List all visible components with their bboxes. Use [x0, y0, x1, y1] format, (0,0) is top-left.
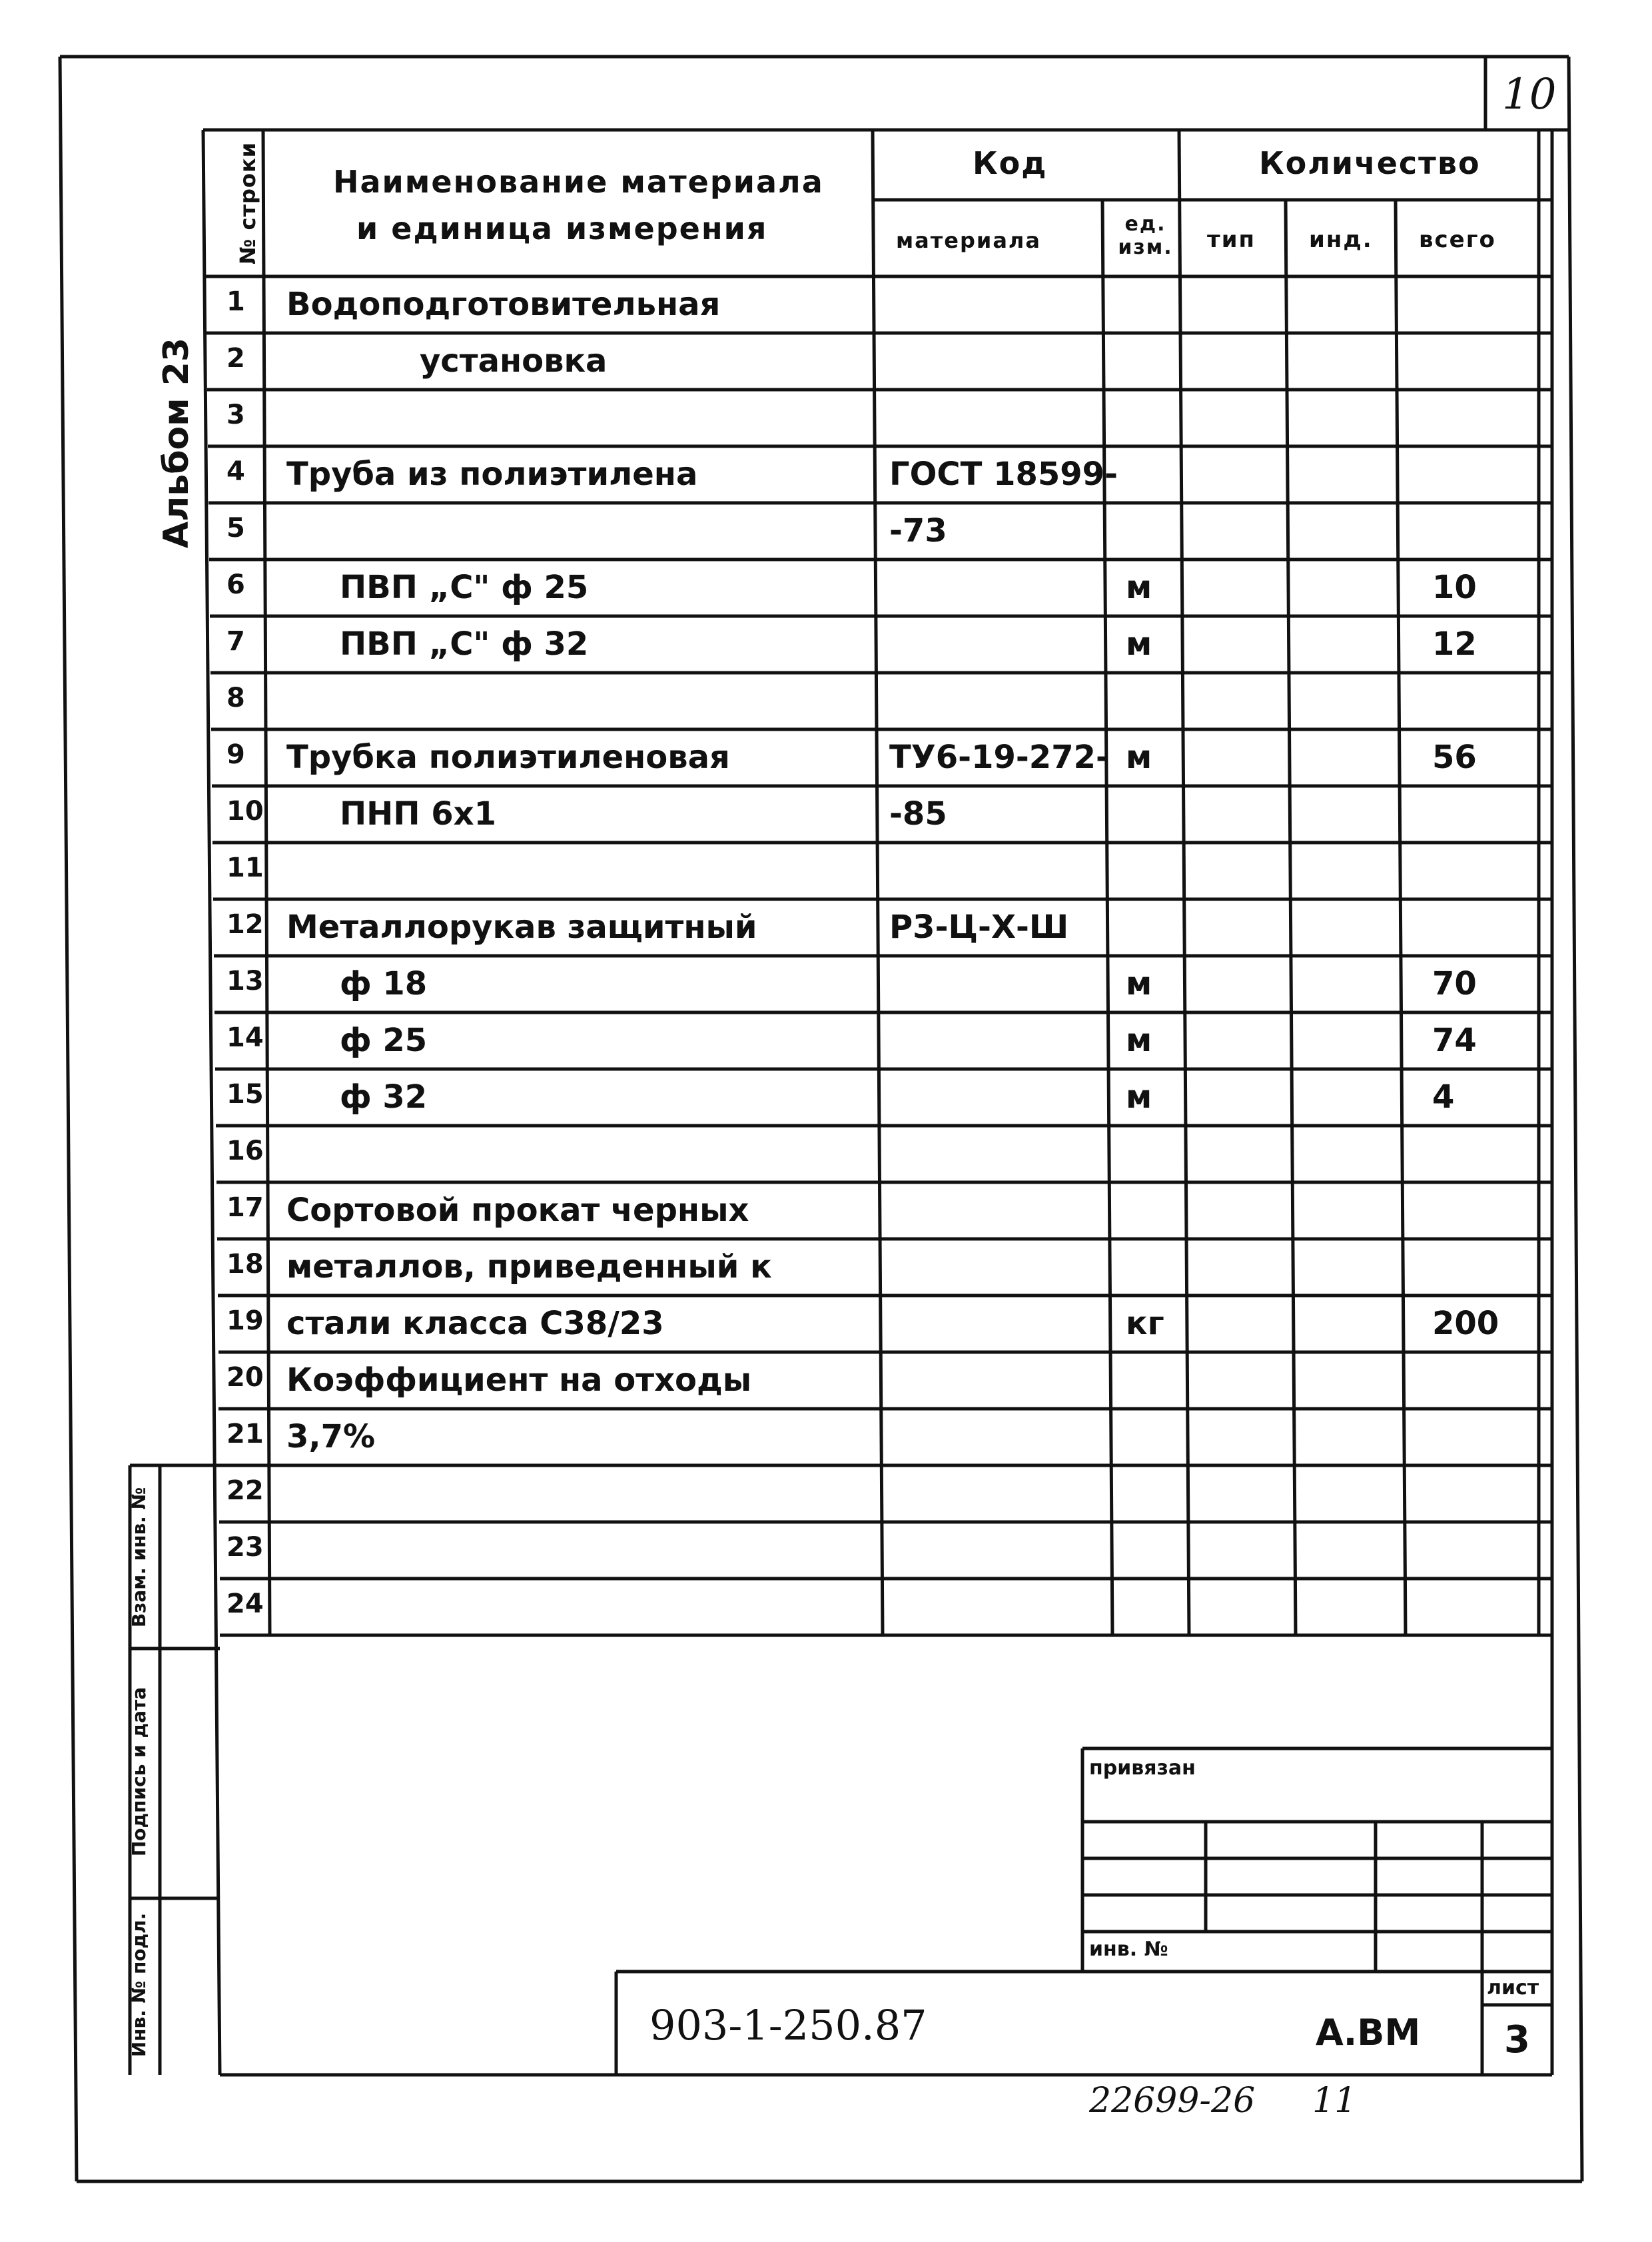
- unit: м: [1126, 739, 1152, 776]
- header-code-material: материала: [896, 228, 1041, 253]
- row-number: 1: [226, 286, 245, 317]
- row-number: 9: [226, 739, 245, 770]
- qty-total: 74: [1432, 1022, 1477, 1059]
- material-name: ПНП 6х1: [340, 795, 496, 833]
- header-qty-ind: инд.: [1309, 226, 1373, 253]
- material-name: металлов, приведенный к: [286, 1248, 772, 1286]
- sheet-label: лист: [1487, 1976, 1539, 2000]
- row-number: 18: [226, 1249, 264, 1280]
- row-number: 22: [226, 1475, 264, 1506]
- header-code: Код: [973, 145, 1048, 181]
- unit: кг: [1126, 1305, 1164, 1342]
- podpis-data-label: Подпись и дата: [128, 1686, 150, 1857]
- material-code: Р3-Ц-Х-Ш: [889, 909, 1069, 946]
- row-number: 8: [226, 683, 245, 713]
- row-number: 7: [226, 626, 245, 657]
- row-number: 2: [226, 343, 245, 374]
- privyazan-label: привязан: [1089, 1756, 1196, 1780]
- document-mark: А.ВМ: [1316, 2012, 1421, 2054]
- material-code: -73: [889, 512, 947, 550]
- qty-total: 4: [1432, 1078, 1455, 1116]
- material-code: -85: [889, 795, 947, 833]
- material-name: ф 18: [340, 965, 428, 1002]
- material-name: Сортовой прокат черных: [286, 1192, 749, 1229]
- unit: м: [1126, 1078, 1152, 1116]
- row-number: 13: [226, 966, 264, 996]
- material-name: Металлорукав защитный: [286, 909, 757, 946]
- row-number: 23: [226, 1532, 264, 1563]
- material-name: установка: [420, 342, 608, 380]
- row-number: 19: [226, 1306, 264, 1336]
- material-name: Труба из полиэтилена: [286, 456, 698, 493]
- document-code: 903-1-250.87: [649, 2001, 927, 2050]
- row-number: 11: [226, 853, 264, 883]
- row-number: 16: [226, 1136, 264, 1166]
- material-name: ф 25: [340, 1022, 428, 1059]
- row-number: 12: [226, 909, 264, 940]
- qty-total: 12: [1432, 625, 1477, 663]
- row-number: 4: [226, 456, 245, 487]
- qty-total: 70: [1432, 965, 1477, 1002]
- sheet-corner-number: 10: [1502, 70, 1557, 119]
- row-number: 5: [226, 513, 245, 544]
- material-name: Водоподготовительная: [286, 286, 721, 323]
- row-number: 24: [226, 1589, 264, 1619]
- material-name: ПВП „С" ф 32: [340, 625, 589, 663]
- header-quantity: Количество: [1259, 145, 1481, 181]
- material-name: стали класса С38/23: [286, 1305, 664, 1342]
- row-number: 17: [226, 1192, 264, 1223]
- material-name: 3,7%: [286, 1418, 376, 1455]
- qty-total: 200: [1432, 1305, 1499, 1342]
- sheet-number: 3: [1504, 2018, 1530, 2061]
- header-qty-type: тип: [1207, 226, 1256, 253]
- row-number: 6: [226, 569, 245, 600]
- inv-no-label: инв. №: [1089, 1938, 1168, 1961]
- row-number: 15: [226, 1079, 264, 1110]
- material-code: ГОСТ 18599-: [889, 456, 1118, 493]
- qty-total: 56: [1432, 739, 1477, 776]
- material-name: Трубка полиэтиленовая: [286, 739, 730, 776]
- header-name-line2: и единица измерения: [356, 210, 768, 246]
- material-code: ТУ6-19-272-: [889, 739, 1109, 776]
- header-qty-total: всего: [1419, 226, 1496, 253]
- footer-stamp-suffix: 11: [1312, 2081, 1357, 2121]
- unit: м: [1126, 625, 1152, 663]
- material-name: Коэффициент на отходы: [286, 1361, 752, 1399]
- unit: м: [1126, 965, 1152, 1002]
- inv-podl-label: Инв. № подл.: [128, 1912, 150, 2057]
- row-number: 20: [226, 1362, 264, 1393]
- row-number: 14: [226, 1022, 264, 1053]
- row-number: 10: [226, 796, 264, 827]
- unit: м: [1126, 1022, 1152, 1059]
- footer-stamp: 22699-26: [1089, 2081, 1256, 2121]
- unit: м: [1126, 569, 1152, 606]
- qty-total: 10: [1432, 569, 1477, 606]
- header-name-line1: Наименование материала: [333, 164, 824, 200]
- material-name: ф 32: [340, 1078, 428, 1116]
- row-number: 21: [226, 1419, 264, 1449]
- row-number: 3: [226, 400, 245, 430]
- header-row-number: № строки: [235, 141, 260, 265]
- material-name: ПВП „С" ф 25: [340, 569, 589, 606]
- header-code-unit: ед. изм.: [1118, 212, 1173, 259]
- album-label: Альбом 23: [157, 337, 197, 549]
- vzam-inv-label: Взам. инв. №: [128, 1487, 150, 1628]
